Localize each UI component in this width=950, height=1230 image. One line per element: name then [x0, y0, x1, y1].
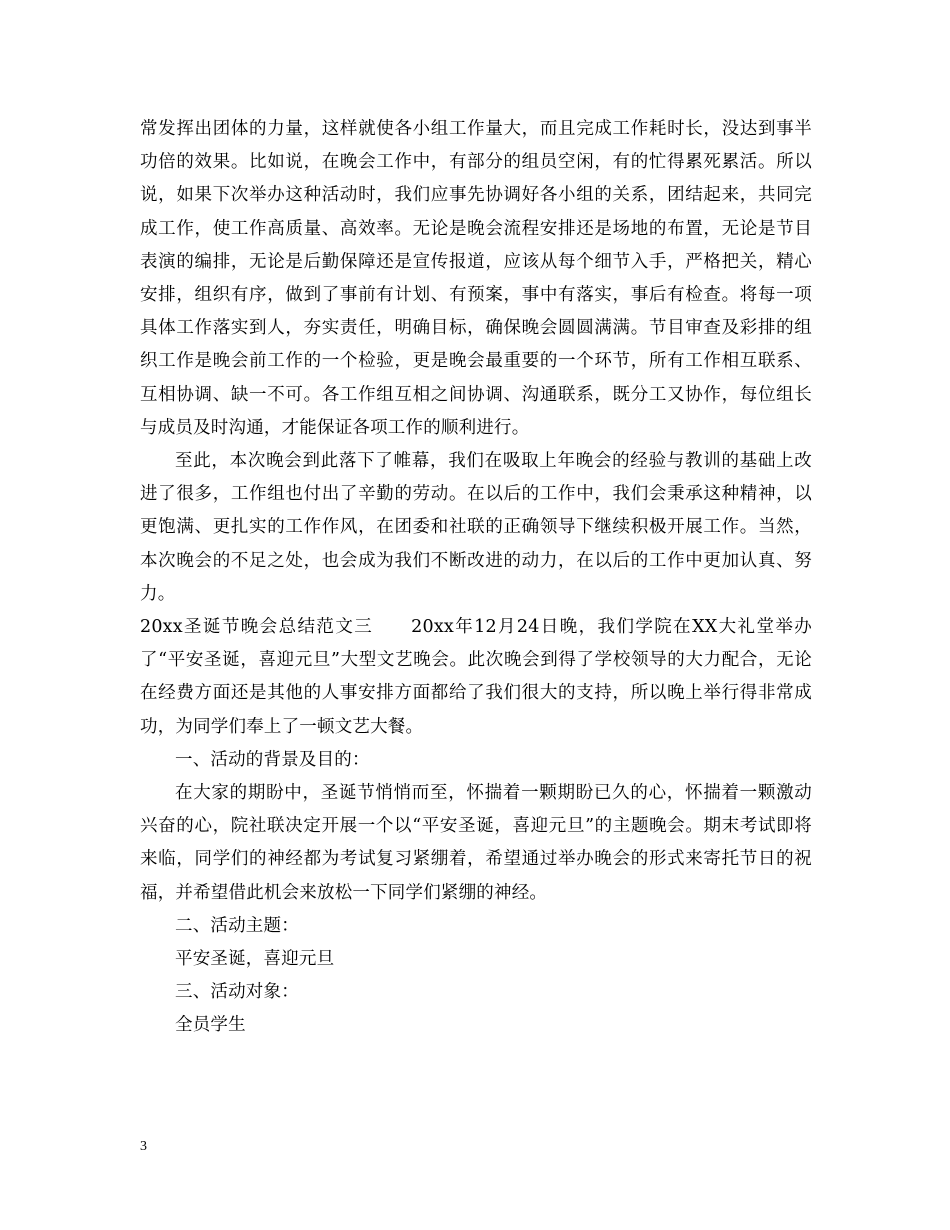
document-body — [140, 113, 812, 1043]
heading-theme: 二、活动主题： — [175, 915, 299, 936]
paragraph-conclusion: 至此，本次晚会到此落下了帷幕，我们在吸取上年晚会的经验与教训的基础上改进了很多，工作组也付出了辛勤的劳动。在以后的工作中，我们会秉承这种精神，以更饱满、更扎实的工作作风，在团委和社联的正确领导下继续积极开展工作。当然，本次晚会的不足之处，也会成为我们不断改进的动力，在以后的工作中更加认真、努力。 — [140, 451, 812, 604]
heading-audience: 三、活动对象： — [175, 982, 299, 1003]
paragraph-audience: 全员学生 — [175, 1015, 246, 1036]
heading-background-purpose: 一、活动的背景及目的： — [175, 749, 370, 770]
paragraph-theme: 平安圣诞，喜迎元旦 — [175, 949, 335, 970]
section-title: 20xx圣诞节晚会总结范文三 — [140, 617, 374, 638]
paragraph-teamwork-review: 常发挥出团体的力量，这样就使各小组工作量大，而且完成工作耗时长，没达到事半功倍的效果。比如说，在晚会工作中，有部分的组员空闲，有的忙得累死累活。所以说，如果下次举办这种活动时，我们应事先协调好各小组的关系，团结起来，共同完成工作，使工作高质量、高效率。无论是晚会流程安排还是场地的布置，无论是节目表演的编排，无论是后勤保障还是宣传报道，应该从每个细节入手，严格把关，精心安排，组织有序，做到了事前有计划、有预案，事中有落实，事后有检查。将每一项具体工作落实到人，夯实责任，明确目标，确保晚会圆圆满满。节目审查及彩排的组织工作是晚会前工作的一个检验，更是晚会最重要的一个环节，所有工作相互联系、互相协调、缺一不可。各工作组互相之间协调、沟通联系，既分工又协作，每位组长与成员及时沟通，才能保证各项工作的顺利进行。 — [140, 119, 812, 438]
paragraph-sample-three — [140, 611, 812, 744]
page-number: 3 — [140, 1139, 147, 1154]
section-intro-text: 20xx年12月24日晚，我们学院在XX大礼堂举办了“平安圣诞，喜迎元旦”大型文艺晚会。此次晚会到得了学校领导的大力配合，无论在经费方面还是其他的人事安排方面都给了我们很大的支持，所以晚上举行得非常成功，为同学们奉上了一顿文艺大餐。 — [140, 617, 812, 737]
paragraph-background: 在大家的期盼中，圣诞节悄悄而至，怀揣着一颗期盼已久的心，怀揣着一颗激动兴奋的心，院社联决定开展一个以“平安圣诞，喜迎元旦”的主题晚会。期末考试即将来临，同学们的神经都为考试复习紧绷着，希望通过举办晚会的形式来寄托节日的祝福，并希望借此机会来放松一下同学们紧绷的神经。 — [140, 783, 812, 903]
